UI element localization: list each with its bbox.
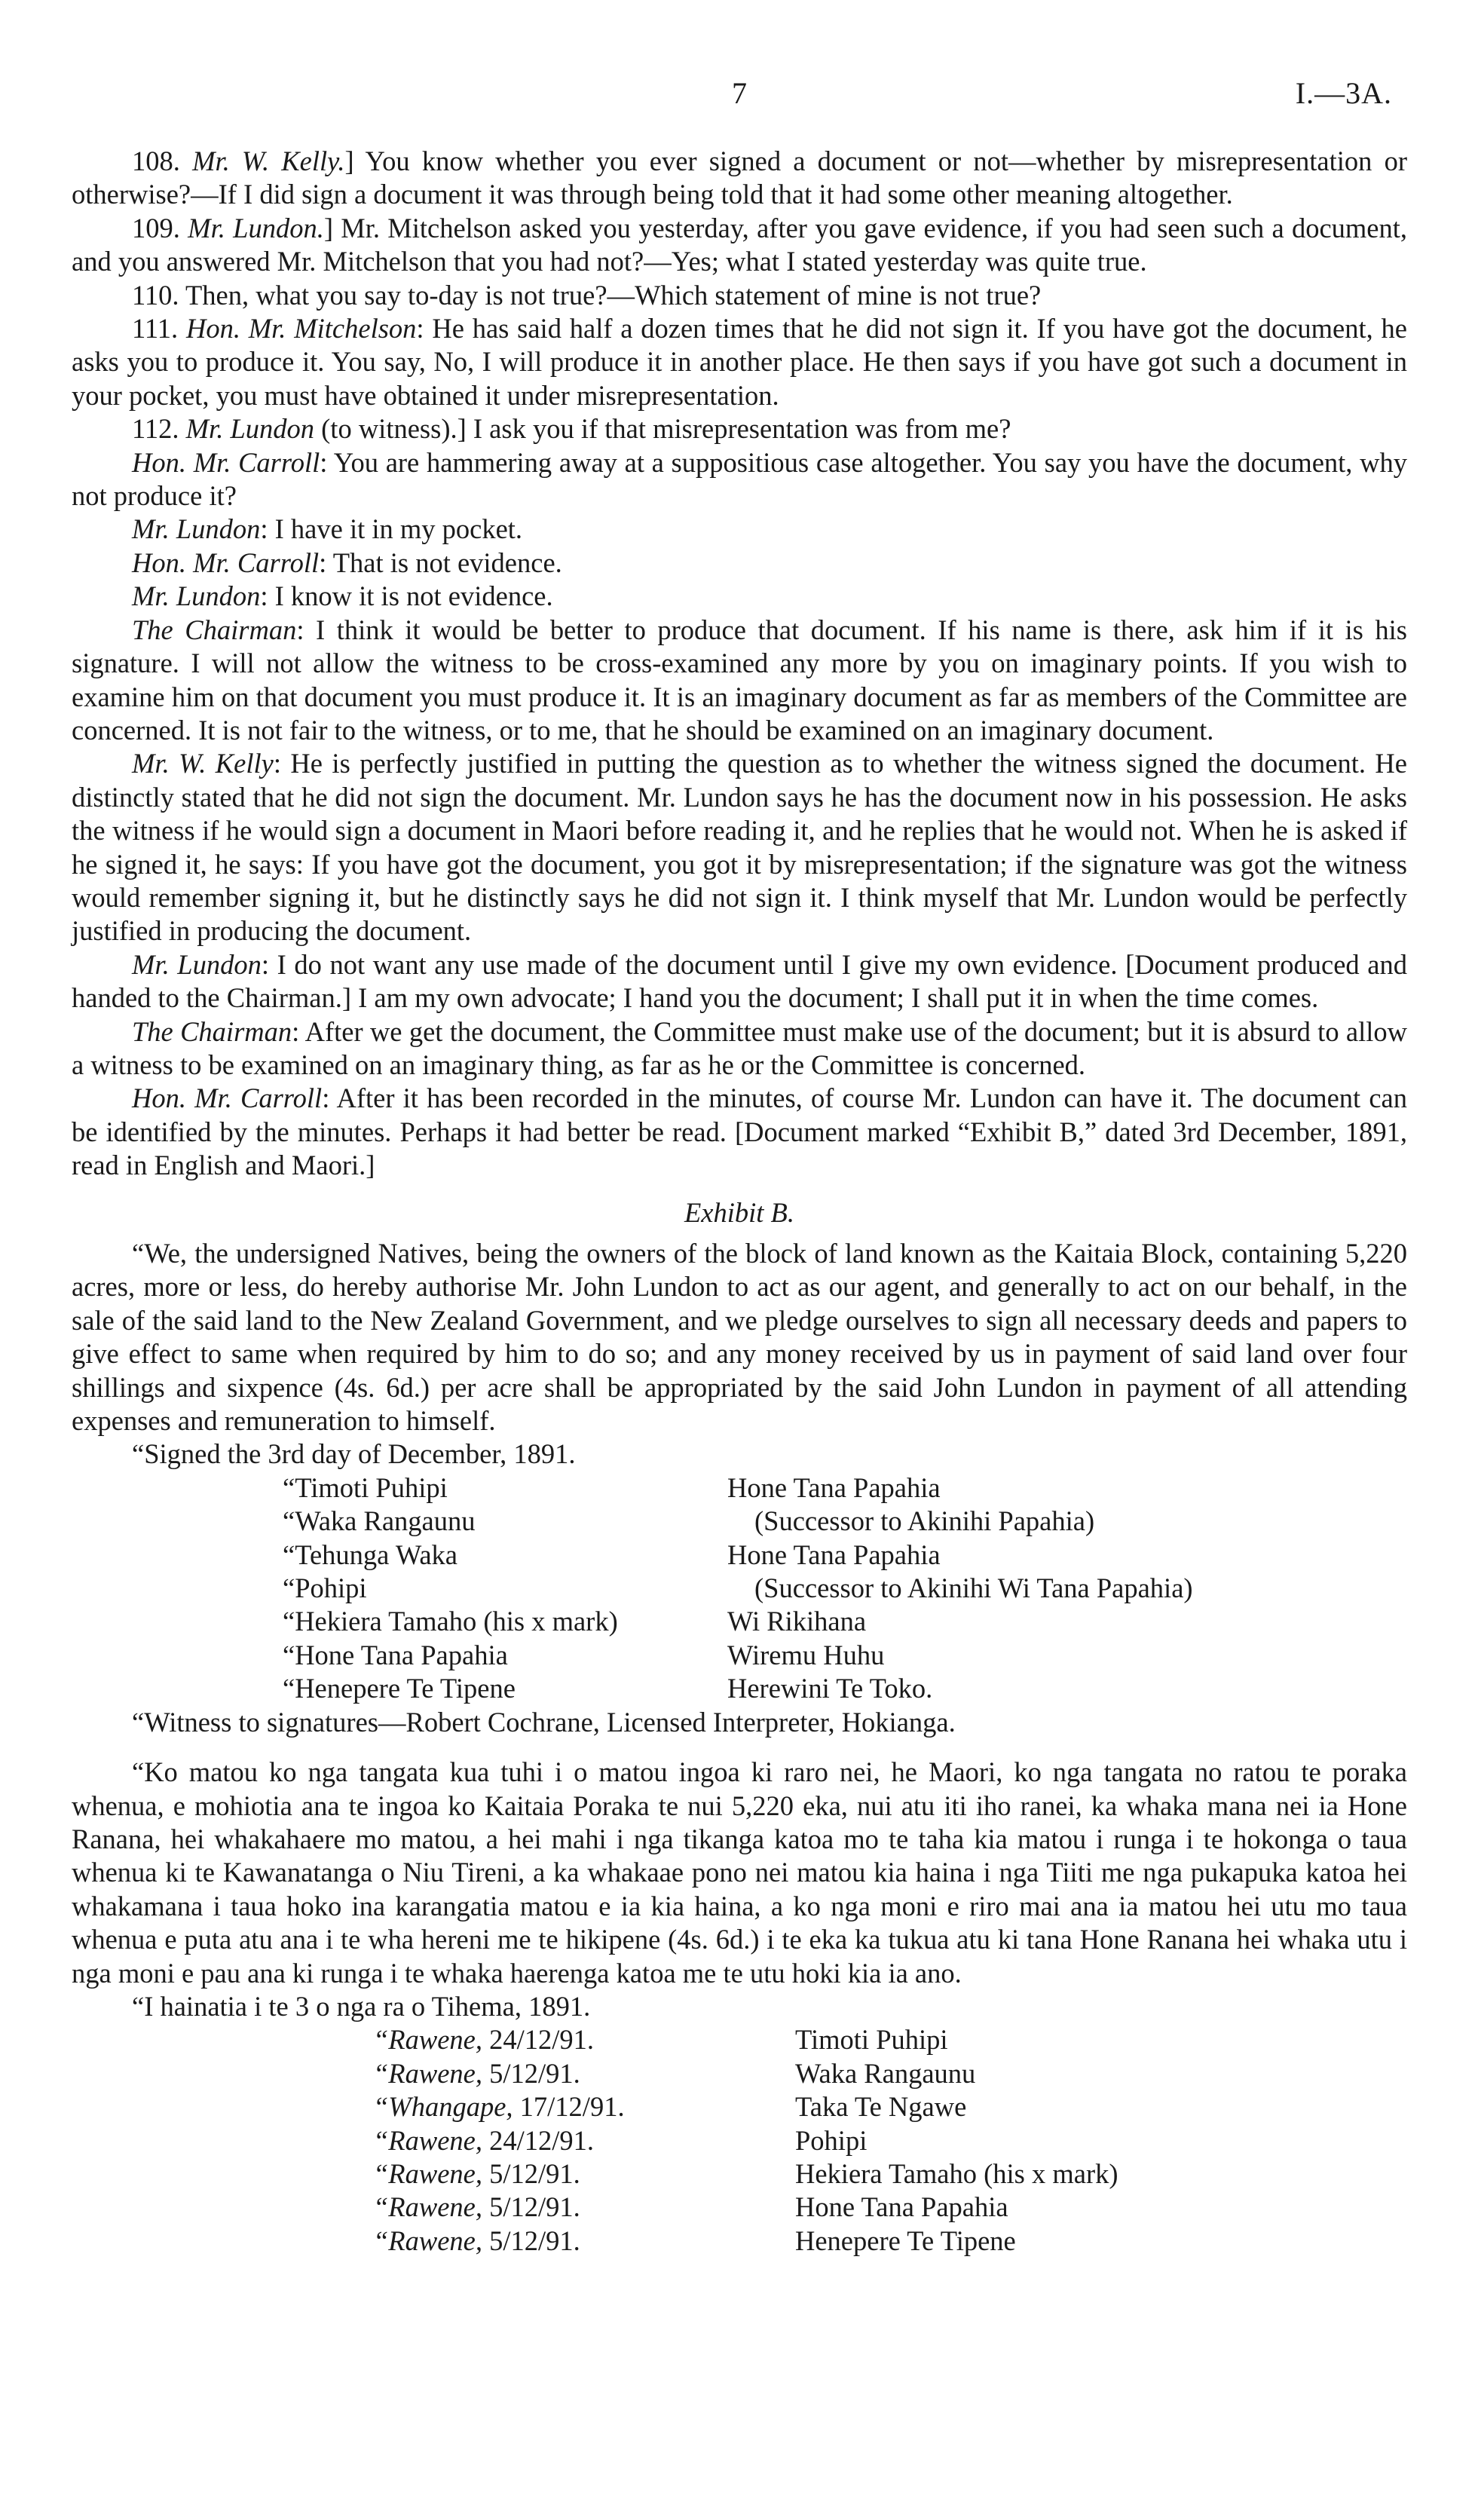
paragraph-text: (to witness).] I ask you if that misrepresentation was from me?: [314, 413, 1011, 445]
statement-chairman-2: [72, 1015, 1407, 1082]
speaker-name: Hon. Mr. Carroll: [132, 547, 320, 578]
paragraph-text: : I have it in my pocket.: [260, 513, 523, 545]
speaker-name: Mr. W. Kelly: [132, 748, 274, 779]
signature-date-value: 5/12/91.: [482, 2225, 580, 2256]
paragraph-text: : He has said half a dozen times that he did not sign it. If you have got the document, he asks you to produce it. You say, No, I will produce it in another place. He then says if you have got such a document in your pocket, you must have obtained it under misrepresentation.: [72, 313, 1408, 411]
signatory-left: “Hekiera Tamaho (his x mark): [283, 1606, 618, 1637]
paragraph-110: [72, 279, 1407, 312]
paragraph-text: : You are hammering away at a suppositious case altogether. You say you have the document, why not produce it?: [72, 446, 1408, 512]
signatory-name: Waka Rangaunu: [795, 2057, 976, 2089]
exhibit-maori-text: “Ko matou ko nga tangata kua tuhi i o matou ingoa ki raro nei, he Maori, ko nga tangata no ratou te poraka whenua, e mohiotia ana te ingoa ko Kaitaia Poraka te nui 5,220 eka, nui atu iti iho ranei, ka whaka mana nei ia Hone Ranana, hei whakahaere mo matou, a hei mahi i nga tikanga katoa mo te taha kia matou i runga i te hokonga o taua whenua ki te Kawanatanga o Niu Tireni, a ka whakaae pono nei matou kia haina i nga Tiiti me nga pukapuka katoa hei whakamana i taua hoko ina karangatia matou e ia kia haina, a ko nga moni e riro mai ana ia matou hei utu mo taua whenua e puta atu ana i te wha hereni me te hikipene (4s. 6d.) i te eka ka tukua atu ki tana Hone Ranana hei whaka utu i nga moni e pau ana ki runga i te whaka haerenga katoa me te utu hoki kia ia ano.: [72, 1756, 1407, 1989]
question-number: 109.: [132, 212, 188, 243]
signatories-table: [283, 1471, 1407, 1706]
statement-lundon-1: [72, 513, 1407, 546]
exhibit-signed-line: “Signed the 3rd day of December, 1891.: [132, 1438, 576, 1470]
signatory-name: Henepere Te Tipene: [795, 2225, 1016, 2256]
signatory-left: “Pohipi: [283, 1572, 367, 1604]
statement-chairman-1: [72, 614, 1407, 748]
signatory-right: (Successor to Akinihi Papahia): [754, 1505, 1095, 1537]
statement-lundon-3: [72, 948, 1407, 1015]
exhibit-maori-signed-line: “I hainatia i te 3 o nga ra o Tihema, 1891.: [132, 1990, 591, 2022]
paragraph-text: ] You know whether you ever signed a document or not—whether by misrepresentation or otherwise?—If I did sign a document it was through being told that it had some other meaning altogether.: [72, 145, 1408, 210]
signature-date: [373, 2191, 795, 2224]
page-header: [72, 75, 1407, 113]
page-number: 7: [732, 76, 747, 110]
document-body: [72, 145, 1407, 2258]
signature-place: “Rawene,: [373, 2124, 482, 2156]
signature-place: “Rawene,: [373, 2057, 482, 2089]
signatory-right: Hone Tana Papahia: [727, 1539, 941, 1570]
signature-date-value: 24/12/91.: [482, 2024, 595, 2056]
statement-lundon-2: [72, 580, 1407, 613]
paragraph-111: [72, 312, 1407, 412]
signature-date: [373, 2124, 795, 2157]
question-number: 108.: [132, 145, 193, 176]
paragraph-text: : I know it is not evidence.: [260, 580, 553, 612]
signature-date-value: 5/12/91.: [482, 2157, 580, 2189]
paragraph-text: : He is perfectly justified in putting the question as to whether the witness signed the document. He distinctly stated that he did not sign the document. Mr. Lundon says he has the document now in his possession. He asks the witness if he would sign a document in Maori before reading it, and he replies that he would not. When he is asked if he signed it, he says: If you have got the document, you got it by misrepresentation; if the signature was got the witness would remember signing it, but he distinctly says he did not sign it. I think myself that Mr. Lundon would be perfectly justified in producing the document.: [72, 748, 1407, 947]
signature-date-value: 5/12/91.: [482, 2057, 580, 2089]
speaker-name: The Chairman: [132, 614, 297, 645]
signatory-left: “Henepere Te Tipene: [283, 1673, 516, 1704]
speaker-name: Hon. Mr. Carroll: [132, 1082, 323, 1114]
paragraph-109: [72, 212, 1407, 279]
signatory-name: Hone Tana Papahia: [795, 2191, 1008, 2223]
section-spacer: [72, 1739, 1407, 1756]
signature-place: “Rawene,: [373, 2157, 482, 2189]
speaker-name: Mr. Lundon.: [188, 212, 324, 243]
paragraph-text: : I do not want any use made of the document until I give my own evidence. [Document produced and handed to the Chairman.] I am my own advocate; I hand you the document; I shall put it in when the time comes.: [72, 948, 1407, 1014]
signatory-right: Wi Rikihana: [727, 1606, 867, 1637]
maori-signatories-table: [373, 2023, 1407, 2258]
paragraph-text: : After we get the document, the Committee must make use of the document; but it is absurd to allow a witness to be examined on an imaginary thing, as far as he or the Committee is concerned.: [72, 1015, 1407, 1080]
paragraph-text: : After it has been recorded in the minutes, of course Mr. Lundon can have it. The document can be identified by the minutes. Perhaps it had better be read. [Document marked “Exhibit B,” dated 3rd December, 1891, read in English and Maori.]: [72, 1082, 1407, 1181]
signature-place: “Rawene,: [373, 2024, 482, 2056]
signatory-left: “Hone Tana Papahia: [283, 1639, 508, 1670]
paragraph-text: 110. Then, what you say to-day is not true?—Which statement of mine is not true?: [132, 279, 1042, 311]
speaker-name: Mr. Lundon: [132, 580, 261, 612]
signature-date: [373, 2057, 795, 2090]
statement-carroll-2: [72, 547, 1407, 580]
statement-carroll-1: [72, 446, 1407, 513]
paragraph-108: [72, 145, 1407, 212]
speaker-name: Mr. Lundon: [132, 513, 261, 545]
document-reference: I.—3A.: [1295, 76, 1392, 110]
paragraph-text: : That is not evidence.: [319, 547, 562, 578]
signature-date-value: 24/12/91.: [482, 2124, 595, 2156]
exhibit-english-text: “We, the undersigned Natives, being the owners of the block of land known as the Kaitaia Block, containing 5,220 acres, more or less, do hereby authorise Mr. John Lundon to act as our agent, and generally to act on our behalf, in the sale of the said land to the New Zealand Government, and we pledge ourselves to sign all necessary deeds and papers to give effect to same when required by him to do so; and any money received by us in payment of said land over four shillings and sixpence (4s. 6d.) per acre shall be appropriated by the said John Lundon in payment of all attending expenses and remuneration to himself.: [72, 1238, 1407, 1437]
signature-date: [373, 2090, 795, 2123]
signatory-name: Pohipi: [795, 2124, 868, 2156]
speaker-name: Mr. Lundon: [185, 413, 315, 445]
paragraph-text: ] Mr. Mitchelson asked you yesterday, after you gave evidence, if you had seen such a document, and you answered Mr. Mitchelson that you had not?—Yes; what I stated yesterday was quite true.: [72, 212, 1408, 277]
signatory-name: Taka Te Ngawe: [795, 2091, 967, 2123]
speaker-name: The Chairman: [132, 1015, 292, 1047]
statement-kelly-1: [72, 747, 1407, 948]
signatory-name: Timoti Puhipi: [795, 2024, 948, 2056]
exhibit-heading: Exhibit B.: [684, 1196, 794, 1228]
signature-date: [373, 2225, 795, 2258]
paragraph-text: : I think it would be better to produce that document. If his name is there, ask him if it is his signature. I will not allow the witness to be cross-examined any more by you on imaginary points. If you wish to examine him on that document you must produce it. It is an imaginary document as far as members of the Committee are concerned. It is not fair to the witness, or to me, that he should be examined on an imaginary document.: [72, 614, 1407, 746]
signatory-right: Wiremu Huhu: [727, 1639, 885, 1670]
signatory-left: “Timoti Puhipi: [283, 1471, 448, 1503]
speaker-name: Hon. Mr. Mitchelson: [185, 313, 417, 344]
signature-date-value: 17/12/91.: [513, 2091, 625, 2123]
signature-place: “Rawene,: [373, 2225, 482, 2256]
signature-date: [373, 2023, 795, 2056]
signature-date: [373, 2157, 795, 2191]
signatory-right: Hone Tana Papahia: [727, 1471, 941, 1503]
signatory-right: (Successor to Akinihi Wi Tana Papahia): [754, 1572, 1193, 1604]
signatory-left: “Tehunga Waka: [283, 1539, 457, 1570]
speaker-name: Mr. Lundon: [132, 948, 262, 980]
exhibit-witness-line: “Witness to signatures—Robert Cochrane, Licensed Interpreter, Hokianga.: [132, 1706, 956, 1738]
speaker-name: Mr. W. Kelly.: [192, 145, 345, 176]
paragraph-112: [72, 412, 1407, 446]
signatory-name: Hekiera Tamaho (his x mark): [795, 2157, 1118, 2189]
signatory-right: Herewini Te Toko.: [727, 1673, 933, 1704]
signature-place: “Whangape,: [373, 2091, 513, 2123]
question-number: 111.: [132, 313, 186, 344]
signature-date-value: 5/12/91.: [482, 2191, 580, 2223]
statement-carroll-3: [72, 1082, 1407, 1182]
question-number: 112.: [132, 413, 186, 445]
signature-place: “Rawene,: [373, 2191, 482, 2223]
signatory-left: “Waka Rangaunu: [283, 1505, 476, 1537]
speaker-name: Hon. Mr. Carroll: [132, 446, 320, 478]
